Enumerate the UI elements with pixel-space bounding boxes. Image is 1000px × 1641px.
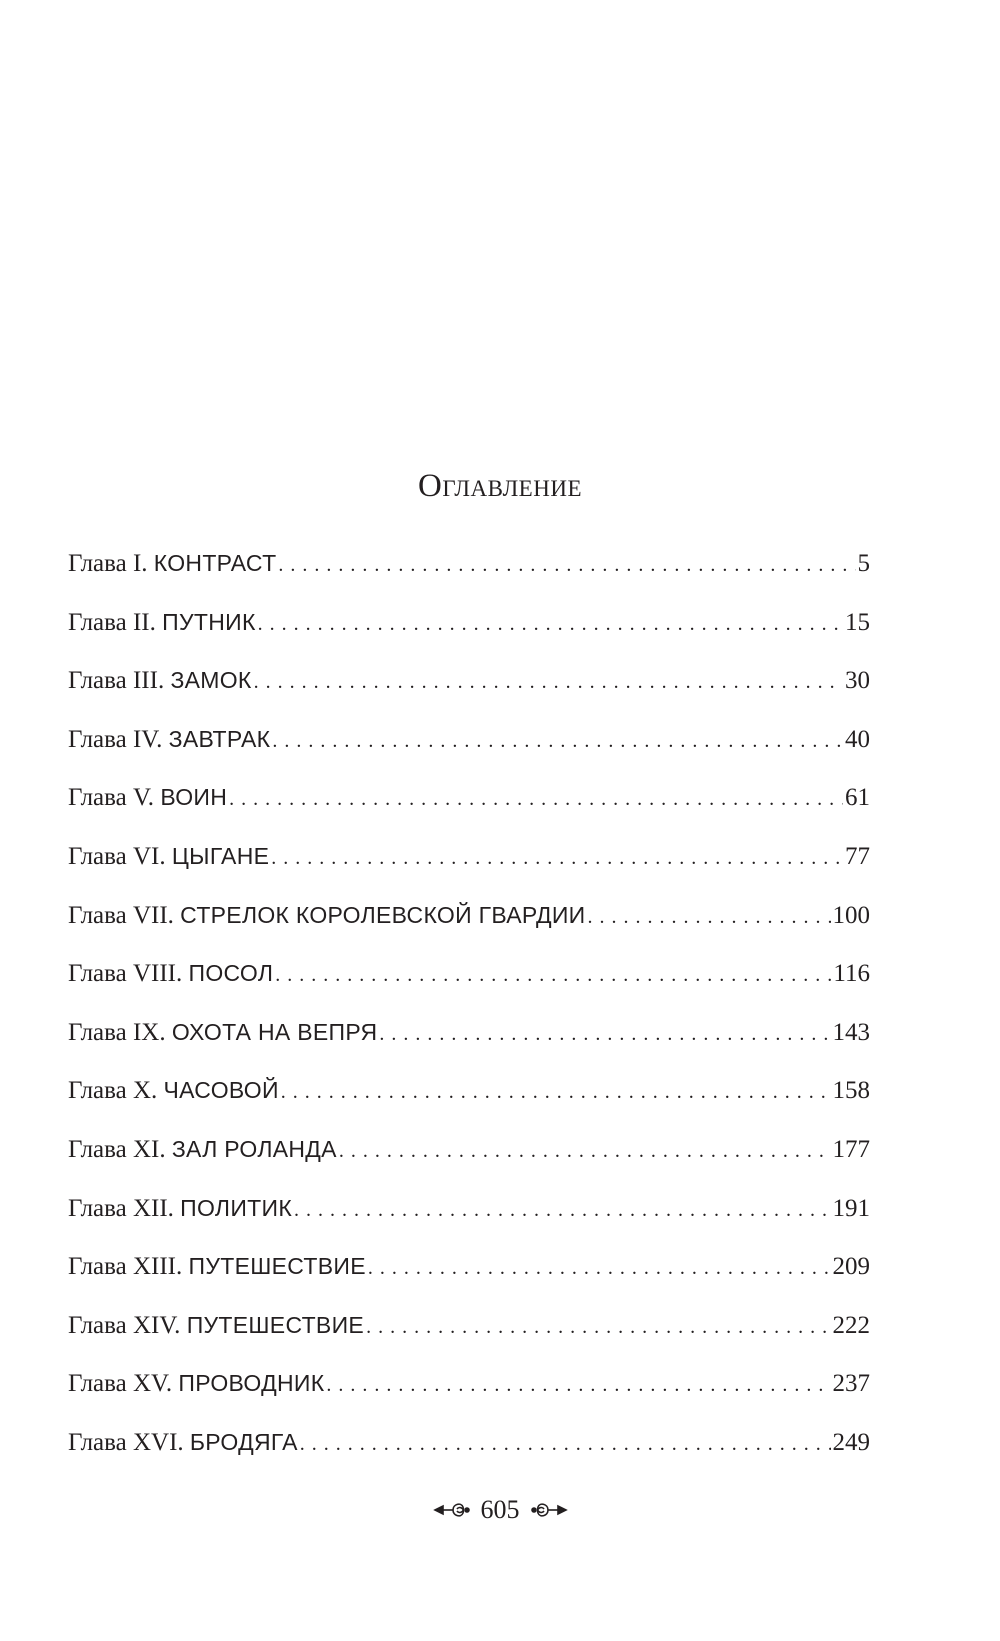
dot-leader <box>229 788 843 811</box>
dot-leader <box>294 1199 830 1222</box>
toc-entry-label <box>68 726 270 754</box>
chapter-title: ПУТЕШЕСТВИЕ <box>186 1311 365 1338</box>
toc-entry <box>68 902 870 961</box>
toc-entry <box>68 1253 870 1312</box>
toc-entry-label <box>68 1136 337 1164</box>
dot-leader <box>368 1257 831 1280</box>
toc-entry-label <box>68 1253 366 1281</box>
dot-leader <box>588 906 831 929</box>
toc-entry-label <box>68 550 276 578</box>
toc-entry-label <box>68 902 586 930</box>
toc-entry-label <box>68 784 227 812</box>
toc-entry <box>68 960 870 1019</box>
toc-entry-label <box>68 1195 292 1223</box>
toc-entry <box>68 1195 870 1254</box>
dot-leader <box>275 964 831 987</box>
toc-entry <box>68 1136 870 1195</box>
chapter-page: 143 <box>832 1018 870 1046</box>
chapter-title: ПУТНИК <box>162 608 256 635</box>
page-footer <box>0 1495 1000 1525</box>
chapter-page: 158 <box>832 1077 870 1105</box>
chapter-title: БРОДЯГА <box>189 1428 298 1455</box>
chapter-title: ПРОВОДНИК <box>178 1370 325 1397</box>
chapter-prefix: Глава II. <box>68 608 156 636</box>
toc-entry-label <box>68 1370 324 1398</box>
dot-leader <box>254 671 843 694</box>
chapter-page: 249 <box>832 1428 870 1456</box>
toc-entry <box>68 609 870 668</box>
chapter-page: 191 <box>832 1194 870 1222</box>
toc-entry <box>68 784 870 843</box>
chapter-prefix: Глава VIII. <box>68 960 183 988</box>
chapter-prefix: Глава I. <box>68 550 148 577</box>
chapter-title: ОХОТА НА ВЕПРЯ <box>171 1018 378 1045</box>
chapter-prefix: Глава IV. <box>68 725 163 753</box>
chapter-page: 15 <box>845 608 870 636</box>
dot-leader <box>258 613 843 636</box>
chapter-title: КОНТРАСТ <box>153 550 277 576</box>
toc-entry-label <box>68 843 269 871</box>
page-title: Оглавление <box>418 468 582 504</box>
chapter-page: 30 <box>845 667 870 695</box>
chapter-page: 5 <box>857 550 870 577</box>
toc-entry-label <box>68 1429 298 1457</box>
toc-entry <box>68 1429 870 1488</box>
chapter-prefix: Глава IX. <box>68 1018 166 1046</box>
toc-entry-label <box>68 609 256 637</box>
chapter-title: ВОИН <box>160 784 228 811</box>
chapter-page: 100 <box>832 901 870 929</box>
toc-entry <box>68 1312 870 1371</box>
toc-entry-label <box>68 960 273 988</box>
toc-entry <box>68 1077 870 1136</box>
toc-entry <box>68 843 870 902</box>
chapter-page: 209 <box>832 1253 870 1281</box>
chapter-page: 77 <box>845 842 870 870</box>
dot-leader <box>366 1316 830 1339</box>
chapter-page: 237 <box>832 1370 870 1398</box>
chapter-prefix: Глава VI. <box>68 842 166 870</box>
dot-leader <box>379 1023 830 1046</box>
toc-entry-label <box>68 1077 279 1105</box>
dot-leader <box>278 554 855 577</box>
dot-leader <box>271 847 843 870</box>
ornament-right-icon <box>528 1497 568 1523</box>
chapter-title: ЦЫГАНЕ <box>171 842 270 869</box>
chapter-page: 61 <box>845 784 870 812</box>
chapter-title: ЗАВТРАК <box>168 725 271 752</box>
toc-entry <box>68 726 870 785</box>
toc-entry <box>68 550 870 609</box>
chapter-prefix: Глава XIII. <box>68 1253 183 1281</box>
chapter-prefix: Глава XVI. <box>68 1428 184 1456</box>
chapter-prefix: Глава XI. <box>68 1135 166 1163</box>
ornament-left-icon <box>433 1497 473 1523</box>
chapter-title: ПОСОЛ <box>188 960 274 987</box>
toc-entry <box>68 1019 870 1078</box>
toc-entry <box>68 667 870 726</box>
chapter-prefix: Глава V. <box>68 784 155 812</box>
page-number: 605 <box>480 1495 520 1524</box>
chapter-title: ЗАМОК <box>170 667 252 694</box>
toc-entry-label <box>68 1019 377 1047</box>
dot-leader <box>300 1433 831 1456</box>
chapter-prefix: Глава X. <box>68 1077 158 1105</box>
chapter-page: 177 <box>832 1135 870 1163</box>
chapter-title: ПУТЕШЕСТВИЕ <box>188 1253 366 1280</box>
chapter-title: ЧАСОВОЙ <box>163 1077 279 1104</box>
toc-entry-label <box>68 1312 364 1340</box>
dot-leader <box>272 730 843 753</box>
dot-leader <box>339 1140 831 1163</box>
table-of-contents <box>68 550 870 1488</box>
dot-leader <box>281 1081 831 1104</box>
chapter-title: ЗАЛ РОЛАНДА <box>171 1135 337 1162</box>
chapter-page: 40 <box>845 725 870 753</box>
dot-leader <box>326 1374 830 1397</box>
chapter-prefix: Глава XII. <box>68 1194 174 1222</box>
toc-entry-label <box>68 667 252 695</box>
chapter-prefix: Глава III. <box>68 667 165 695</box>
toc-entry <box>68 1370 870 1429</box>
chapter-title: ПОЛИТИК <box>180 1194 293 1221</box>
chapter-prefix: Глава XIV. <box>68 1311 181 1339</box>
chapter-prefix: Глава VII. <box>68 901 174 929</box>
chapter-title: СТРЕЛОК КОРОЛЕВСКОЙ ГВАРДИИ <box>180 901 586 928</box>
chapter-prefix: Глава XV. <box>68 1370 173 1398</box>
chapter-page: 116 <box>833 960 870 988</box>
chapter-page: 222 <box>832 1311 870 1339</box>
